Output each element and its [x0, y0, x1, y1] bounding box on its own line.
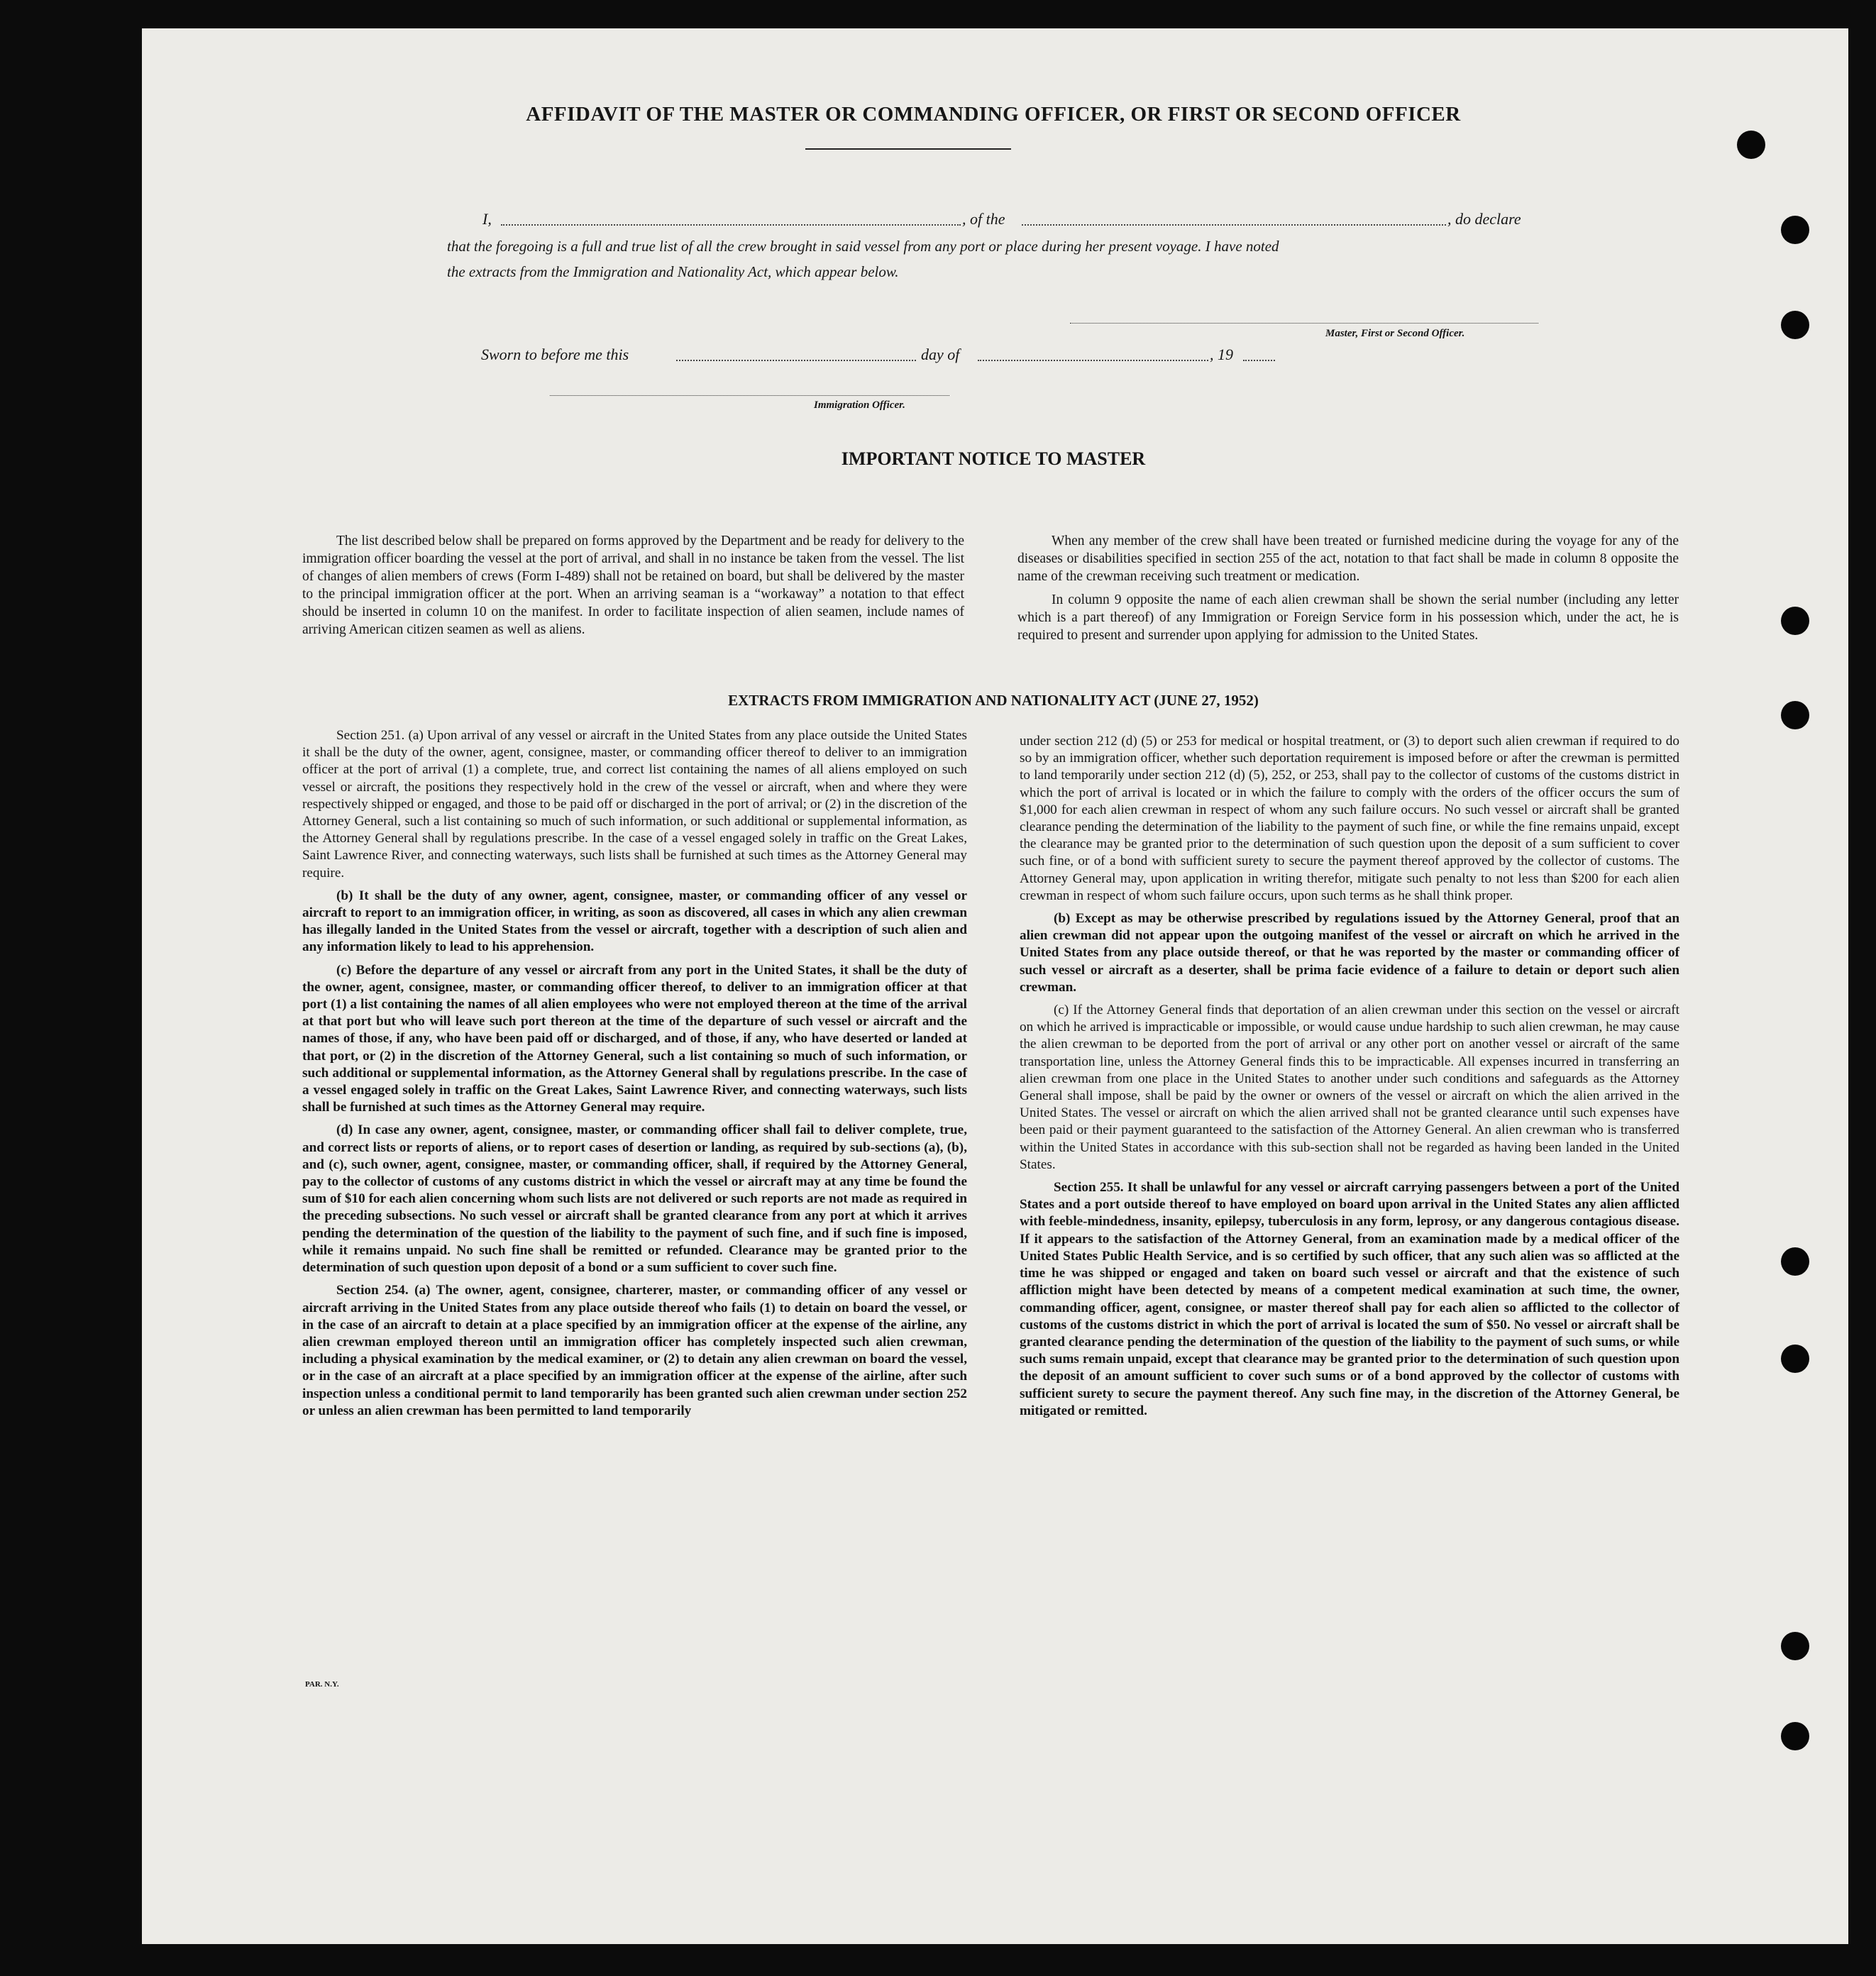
extracts-heading: EXTRACTS FROM IMMIGRATION AND NATIONALITY ACT (JUNE 27, 1952)	[728, 692, 1259, 709]
extracts-right-column	[1020, 733, 1679, 1425]
notice-right-column	[1017, 532, 1679, 650]
punch-hole	[1781, 1632, 1809, 1660]
extracts-left-column	[302, 727, 967, 1425]
declarant-name-field[interactable]	[501, 224, 961, 226]
statute-paragraph: (d) In case any owner, agent, consignee, master, or commanding officer shall fail to deliver complete, true, and correct lists or reports of aliens, or to report cases of desertion or landing, as required by sub-sections (a), (b), and (c), such owner, agent, consignee, master, or commanding officer, shall, if required by the Attorney General, pay to the collector of customs of any customs district in which the vessel or aircraft may at any time be found the sum of $10 for each alien concerning whom such lists are not delivered or such reports are not made as required in the preceding subsections. No such vessel or aircraft shall be granted clearance from any port at which it arrives pending the determination of the question of the liability to the payment of such fine, and if such fine is imposed, while it remains unpaid. No such fine shall be remitted or refunded. Clearance may be granted prior to the determination of such question upon deposit of a bond or a sum sufficient to cover such fine.	[302, 1122, 967, 1276]
printer-mark: PAR. N.Y.	[305, 1680, 339, 1689]
master-signature-caption: Master, First or Second Officer.	[1325, 328, 1465, 339]
punch-hole	[1781, 311, 1809, 339]
punch-hole	[1781, 1247, 1809, 1276]
notice-paragraph: The list described below shall be prepared on forms approved by the Department and be ready for delivery to the immigration officer boarding the vessel at the port of arrival, and shall in no instance be taken from the vessel. The list of changes of alien members of crews (Form I-489) shall not be retained on board, but shall be delivered by the master to the principal immigration officer at the port. When an arriving seaman is a “workaway” a notation to that effect should be inserted in column 10 on the manifest. In order to facilitate inspection of alien seamen, include names of arriving American citizen seamen as well as aliens.	[302, 534, 964, 637]
sworn-label: Sworn to before me this	[481, 346, 629, 363]
statute-paragraph: (c) Before the departure of any vessel or aircraft from any port in the United States, it shall be the duty of the owner, agent, consignee, master, or commanding officer thereof, to deliver to an immigration officer at that port (1) a list containing the names of all alien employees who were not employed thereon at the time of the arrival at that port but who will leave such port thereon at the time of the departure of such vessel or aircraft and the names of those, if any, who have been paid off or discharged, and of those, if any, who have deserted or landed at that port, or (2) in the discretion of the Attorney General, such a list containing so much of such information, or such additional or supplemental information, as the Attorney General shall by regulations prescribe. In the case of a vessel engaged solely in traffic on the Great Lakes, Saint Lawrence River, and connecting waterways, such lists shall be furnished at such times as the Attorney General may require.	[302, 962, 967, 1115]
statute-paragraph: Section 251. (a) Upon arrival of any vessel or aircraft in the United States from any place outside the United States it shall be the duty of the owner, agent, consignee, master, or commanding officer thereof to deliver to an immigration officer at the port of arrival (1) a complete, true, and correct list containing the names of all aliens employed on such vessel or aircraft, the positions they respectively hold in the crew of the vessel or aircraft, when and where they were respectively shipped or engaged, and those to be paid off or discharged in the port of arrival; or (2) in the discretion of the Attorney General, such a list containing so much of such information, or such additional or supplemental information, as the Attorney General shall by regulations prescribe. In the case of a vessel engaged solely in traffic on the Great Lakes, Saint Lawrence River, and connecting waterways, such lists shall be furnished at such times as the Attorney General may require.	[302, 728, 967, 881]
statute-paragraph: Section 254. (a) The owner, agent, consignee, charterer, master, or commanding officer of any vessel or aircraft arriving in the United States from any place outside thereof who fails (1) to detain on board the vessel, or in the case of an aircraft to detain at a place specified by an immigration officer at the expense of the airline, any alien crewman employed thereon until an immigration officer has completely inspected such alien crewman, including a physical examination by the medical examiner, or (2) to detain any alien crewman on board the vessel, or in the case of an aircraft at a place specified by an immigration officer at the expense of the airline, after such inspection unless a conditional permit to land temporarily has been granted such alien crewman under section 252 or unless an alien crewman has been permitted to land temporarily	[302, 1283, 967, 1418]
year-label: , 19	[1210, 346, 1233, 363]
do-declare-label: , do declare	[1447, 210, 1521, 228]
declarant-label: I,	[482, 210, 492, 228]
vessel-name-field[interactable]	[1022, 224, 1446, 226]
declaration-line-2: the extracts from the Immigration and Nationality Act, which appear below.	[447, 263, 899, 280]
punch-hole	[1781, 1345, 1809, 1373]
master-signature-line[interactable]	[1070, 323, 1538, 324]
punch-hole	[1781, 607, 1809, 635]
immigration-officer-signature-line[interactable]	[550, 395, 949, 396]
day-of-label: day of	[921, 346, 960, 363]
of-the-label: , of the	[962, 210, 1005, 228]
punch-hole	[1781, 1722, 1809, 1750]
statute-paragraph: (c) If the Attorney General finds that deportation of an alien crewman under this section on the vessel or aircraft on which he arrived is impracticable or impossible, or would cause undue hardship to such alien crewman, he may cause the alien crewman to be deported from the port of arrival or any other port on another vessel or aircraft of the same transportation line, unless the Attorney General finds this to be impracticable. All expenses incurred in transferring an alien crewman from one place in the United States to another under such conditions and safeguards as the Attorney General shall impose, shall be paid by the owner or owners of the vessel or aircraft on which the alien arrived in the United States. The vessel or aircraft on which the alien arrived shall not be granted clearance until such expenses have been paid or their payment guaranteed to the satisfaction of the Attorney General. An alien crewman who is transferred within the United States in accordance with this sub-section shall not be regarded as having been landed in the United States.	[1020, 1003, 1679, 1172]
notice-left-column	[302, 532, 964, 644]
punch-hole	[1781, 701, 1809, 729]
affidavit-title: AFFIDAVIT OF THE MASTER OR COMMANDING OFFICER, OR FIRST OR SECOND OFFICER	[526, 103, 1461, 126]
declaration-line-1: that the foregoing is a full and true list of all the crew brought in said vessel from any port or place during her present voyage. I have noted	[447, 238, 1279, 255]
notice-title: IMPORTANT NOTICE TO MASTER	[841, 448, 1146, 469]
sworn-day-field[interactable]	[676, 360, 916, 361]
statute-paragraph: Section 255. It shall be unlawful for any vessel or aircraft carrying passengers between a port of the United States and a port outside thereof to have employed on board upon arrival in the United States any alien afflicted with feeble-mindedness, insanity, epilepsy, tuberculosis in any form, leprosy, or any dangerous contagious disease. If it appears to the satisfaction of the Attorney General, from an examination made by a medical officer of the United States Public Health Service, and is so certified by such officer, that any such alien was so afflicted at the time he was shipped or engaged and taken on board such vessel or aircraft and that the existence of such affliction might have been detected by means of a competent medical examination at such time, the owner, commanding officer, agent, consignee, or master thereof shall pay for each alien so afflicted to the collector of customs of the customs district in which the port of arrival is located the sum of $50. No vessel or aircraft shall be granted clearance pending the determination of the question of the liability to the payment of such sums, or while such sums remain unpaid, except that clearance may be granted prior to the determination of such question upon the deposit of an amount sufficient to cover such sums or of a bond approved by the collector of customs with sufficient surety to secure the payment thereof. Any such fine may, in the discretion of the Attorney General, be mitigated or remitted.	[1020, 1180, 1679, 1418]
sworn-month-field[interactable]	[978, 360, 1208, 361]
statute-paragraph: under section 212 (d) (5) or 253 for medical or hospital treatment, or (3) to deport such alien crewman if required to do so by an immigration officer, whether such deportation requirement is imposed before or after the crewman is permitted to land temporarily under section 212 (d) (5), 252, or 253, shall pay to the collector of customs of the customs district in which the port of arrival is located or in which the failure to comply with the orders of the officer occurs the sum of $1,000 for each alien crewman in respect of whom any such failure occurs. No such vessel or aircraft shall be granted clearance pending the determination of the liability to the payment of such fine, or while the fine remains unpaid, except the clearance may be granted prior to the determination of such question upon the deposit of a sum sufficient to cover such fine, or of a bond with sufficient surety to secure the payment thereof approved by the collector of customs. The Attorney General may, upon application in writing therefor, mitigate such penalty to not less than $200 for each alien crewman in respect of whom such failure occurs, upon such terms as he shall think proper.	[1020, 734, 1679, 903]
punch-hole	[1781, 216, 1809, 244]
sworn-year-field[interactable]	[1243, 360, 1275, 361]
notice-paragraph: In column 9 opposite the name of each alien crewman shall be shown the serial number (including any letter which is a part thereof) of any Immigration or Foreign Service form in his possession which, under the act, he is required to present and surrender upon applying for admission to the United States.	[1017, 592, 1679, 643]
punch-hole	[1737, 131, 1765, 159]
notice-paragraph: When any member of the crew shall have been treated or furnished medicine during the voyage for any of the diseases or disabilities specified in section 255 of the act, notation to that fact shall be made in column 8 opposite the name of the crewman receiving such treatment or medication.	[1017, 534, 1679, 584]
statute-paragraph: (b) Except as may be otherwise prescribed by regulations issued by the Attorney General, proof that an alien crewman did not appear upon the outgoing manifest of the vessel or aircraft on which he arrived in the United States from any place outside thereof, or that he was reported by the master or commanding officer of such vessel or aircraft as a deserter, shall be prima facie evidence of a failure to detain or deport such alien crewman.	[1020, 911, 1679, 995]
title-underline	[805, 148, 1011, 150]
immigration-officer-caption: Immigration Officer.	[814, 399, 905, 411]
statute-paragraph: (b) It shall be the duty of any owner, agent, consignee, master, or commanding officer of any vessel or aircraft to report to an immigration officer, in writing, as soon as discovered, all cases in which any alien crewman has illegally landed in the United States from the vessel or aircraft, together with a description of such alien and any information likely to lead to his apprehension.	[302, 888, 967, 955]
